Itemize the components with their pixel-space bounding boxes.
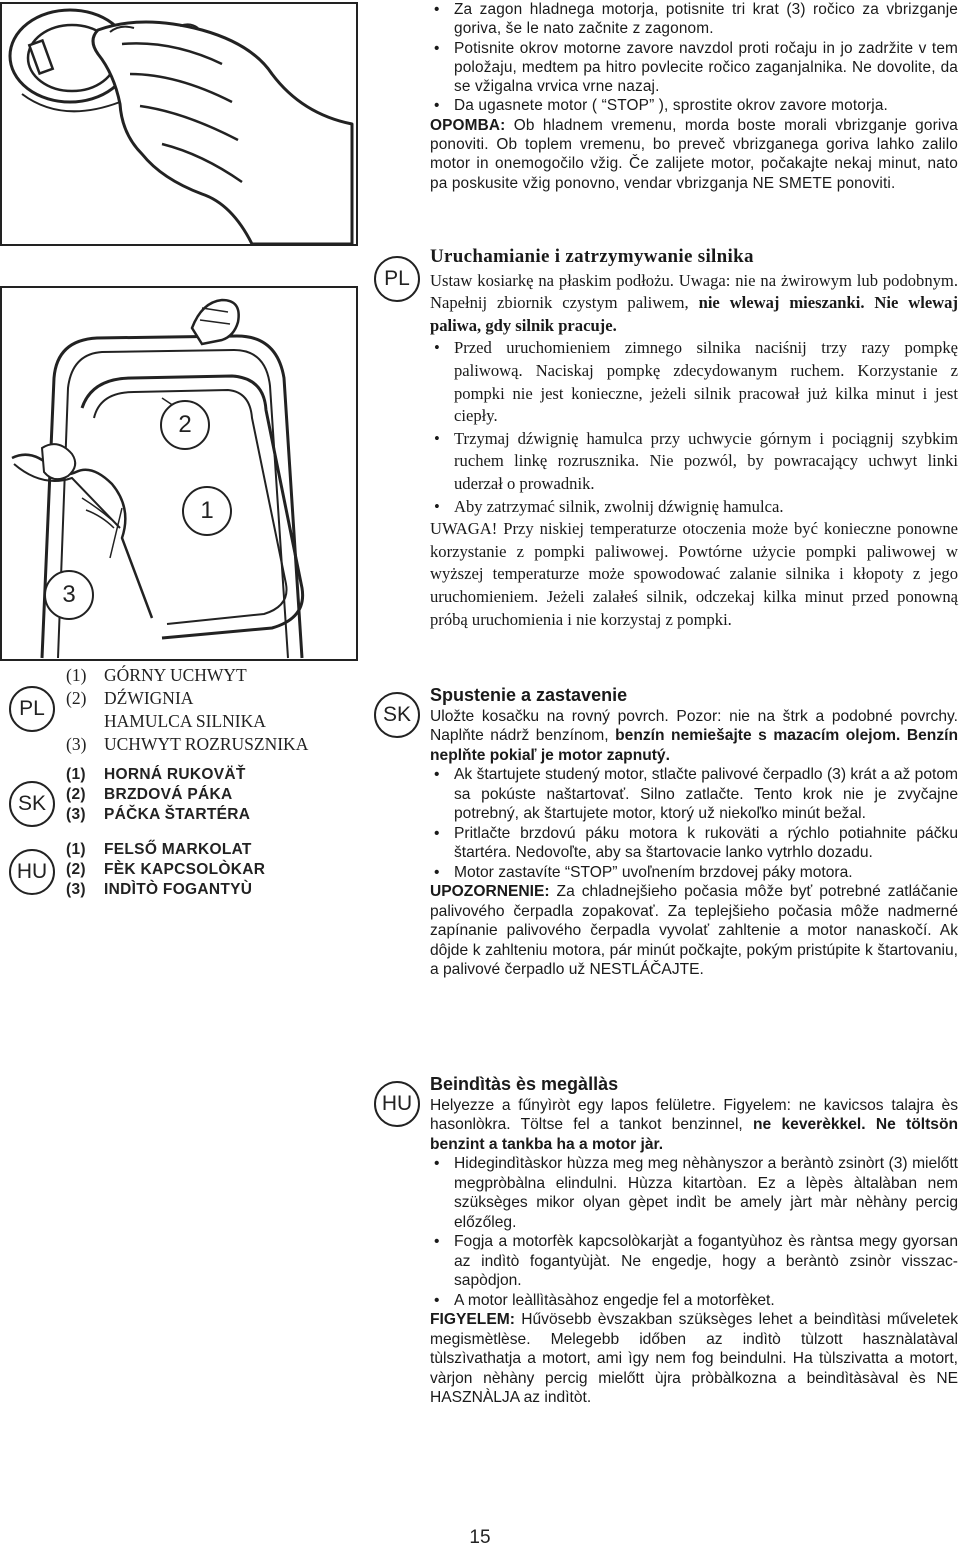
legend-hu-row xyxy=(66,860,366,880)
pl-intro-bold: nie wlewaj mieszanki. Nie wlewaj paliwa, gdy silnik pracuje. xyxy=(430,293,958,335)
sk-intro-bold: benzín nemiešajte s mazacím olejom. Benzín neplňte pokiaľ je motor zapnutý. xyxy=(430,727,958,764)
legend-badge-sk-label: SK xyxy=(17,792,46,815)
legend-text: UCHWYT ROZRUSZNIKA xyxy=(104,734,309,754)
list-item: • Przed uruchomieniem zimnego silnika naciśnij trzy razy pompkę paliwową. Naciskaj pompkę zdecydowanym ruchem. Korzystanie z pompki nie jest konieczne, jeżeli silnik pracował już kilka minut i jest ciepły. xyxy=(430,337,958,427)
list-item: • Hidegindìtàskor hùzza meg meg nèhànyszor a beràntò zsinòrt (3) mielőtt megpròbàlna elindulni. Hùzza kitartòan. Ez a lèpès àltalàban nem szüksèges mikor olyan gèpet indìt be amely jàrt màr nèhàny percig előzőleg. xyxy=(430,1154,958,1232)
legend-num: (3) xyxy=(66,806,86,823)
sl-note-text: Ob hladnem vremenu, morda boste morali vbrizganje goriva ponoviti. Ob toplem vremenu, bo preveč vbrizganega goriva lahko zalilo motor in onemogočilo vžig. Če zalijete motor, počakajte nekaj minut, nato pa poskusite vžig ponovno, vendar vbrizganja NE SMETE ponoviti. xyxy=(430,116,958,192)
pl-title: Uruchamianie i zatrzymywanie silnika xyxy=(430,246,754,267)
legend-pl xyxy=(66,664,366,756)
legend-badge-sk xyxy=(9,781,55,827)
pl-intro-text: Ustaw kosiarkę na płaskim podłożu. Uwaga: nie na żwirowym lub podobnym. Napełnij zbiornik czystym paliwem, xyxy=(430,270,958,313)
callout-2-label: 2 xyxy=(178,411,192,438)
legend-pl-row xyxy=(66,687,366,710)
list-item: • Fogja a motorfèk kapcsolòkarjàt a fogantyùhoz ès ràntsa megy gyorsan az indìtò fogantyùjàt. Ne engedje, hogy a beràntò zsinòr visszac-sapòdjon. xyxy=(430,1232,958,1291)
handle-illustration-frame xyxy=(0,286,358,661)
sl-note xyxy=(430,116,958,193)
primer-press-illustration xyxy=(2,4,356,244)
primer-illustration-frame xyxy=(0,2,358,246)
sk-warning xyxy=(430,882,958,980)
legend-num: (1) xyxy=(66,841,86,858)
legend-text: FÈK KAPCSOLÒKAR xyxy=(104,861,266,878)
sk-title: Spustenie a zastavenie xyxy=(430,685,628,705)
list-item: • Motor zastavíte “STOP” uvoľnením brzdovej páky motora. xyxy=(430,863,958,883)
callout-3 xyxy=(44,570,94,620)
hu-title: Beindìtàs ès megàllàs xyxy=(430,1074,619,1094)
list-item: • Pritlačte brzdovú páku motora k rukoväti a rýchlo potiahnite páčku štartéra. Nedovoľte, aby sa štartovacie lanko vytrhlo dozadu. xyxy=(430,824,958,863)
legend-sk-row xyxy=(66,805,366,825)
legend-num xyxy=(66,710,104,733)
legend-num: (2) xyxy=(66,786,86,803)
sl-note-label: OPOMBA: xyxy=(430,116,506,134)
legend-sk-row xyxy=(66,765,366,785)
callout-3-label: 3 xyxy=(62,581,76,608)
section-badge-pl-label: PL xyxy=(384,267,410,290)
section-badge-hu xyxy=(374,1081,420,1127)
legend-sk-row xyxy=(66,785,366,805)
legend-hu-row xyxy=(66,880,366,900)
list-item: • Potisnite okrov motorne zavore navzdol proti ročaju in jo zadržite v tem položaju, medtem pa hitro povlecite ročico zaganjalnika. Ne dovolite, da se vžigalna vrvica vrne nazaj. xyxy=(430,39,958,97)
section-badge-sk xyxy=(374,692,420,738)
pl-bullet-list xyxy=(430,337,958,518)
legend-badge-pl xyxy=(9,686,55,732)
sk-bullet-list xyxy=(430,765,958,882)
legend-num: (2) xyxy=(66,861,86,878)
section-badge-sk-label: SK xyxy=(382,703,411,726)
legend-badge-pl-label: PL xyxy=(19,697,45,720)
legend-num: (3) xyxy=(66,881,86,898)
legend-num: (3) xyxy=(66,734,87,754)
legend-badge-hu-label: HU xyxy=(16,860,48,883)
section-hu xyxy=(430,1075,958,1408)
legend-text: HAMULCA SILNIKA xyxy=(104,711,266,731)
pl-warning xyxy=(430,518,958,631)
legend-text: DŹWIGNIA xyxy=(104,688,194,708)
legend-pl-row xyxy=(66,710,366,733)
list-item: • Trzymaj dźwignię hamulca przy uchwycie górnym i pociągnij szybkim ruchem linkę rozrusznika. Nie pozwól, by powracający uchwyt linki uderzał o prowadnik. xyxy=(430,428,958,496)
hu-intro-bold: ne keverèkkel. Ne töltsön benzint a tankba ha a motor jàr. xyxy=(430,1116,958,1153)
legend-sk xyxy=(66,765,366,825)
pl-intro xyxy=(430,270,958,338)
sk-warning-text: Za chladnejšieho počasia môže byť potrebné zatláčanie palivového čerpadla zopakovať. Za teplejšieho počasia môže nadmerné zapínanie palivového čerpadla vyvolať zahltenie a motor nanaskočí. Ak dôjde k zahlteniu motora, pár minút počkajte, pokým pristúpite k štartovaniu, a palivové čerpadlo už NESTLÁČAJTE. xyxy=(430,883,958,978)
hu-intro-text: Helyezze a fűnyìròt egy lapos felületre. Figyelem: ne kavicsos talajra ès hasonlòkra. Töltse fel a tankot benzinnel, xyxy=(430,1096,958,1133)
legend-text: BRZDOVÁ PÁKA xyxy=(104,786,233,803)
sk-warning-label: UPOZORNENIE: xyxy=(430,883,550,900)
list-item: • Za zagon hladnega motorja, potisnite tri krat (3) ročico za vbrizganje goriva, še le nato začnite z zagonom. xyxy=(430,0,958,39)
section-badge-hu-label: HU xyxy=(381,1092,413,1115)
hu-warning-text: Hűvösebb èvszakban szüksèges lehet a beindìtàsi műveletek megismètlèse. Melegebb időben az indìtò tùlzott hasznàlatàval tùlszìvathatja a motort, ami ìgy nem fog beindulni. Ha tùlszivatta a motort, vàrjon nèhàny percig mielőtt ùjra pròbàlkozna a beindìtàsàval ès NE HASZNÀLJA az indìtòt. xyxy=(430,1311,958,1406)
hu-bullet-list xyxy=(430,1154,958,1310)
list-item: • Aby zatrzymać silnik, zwolnij dźwignię hamulca. xyxy=(430,496,958,519)
legend-text: FELSŐ MARKOLAT xyxy=(104,841,252,858)
page-number: 15 xyxy=(469,1527,491,1548)
section-sl xyxy=(430,0,958,193)
sk-intro-text: Uložte kosačku na rovný povrch. Pozor: nie na štrk a podobné povrchy. Naplňte nádrž benzínom, xyxy=(430,707,958,744)
hu-warning-label: FIGYELEM: xyxy=(430,1311,515,1328)
legend-num: (1) xyxy=(66,766,86,783)
callout-1 xyxy=(182,486,232,536)
hu-intro xyxy=(430,1096,958,1155)
legend-num: (1) xyxy=(66,665,87,685)
legend-hu xyxy=(66,840,366,900)
list-item: • Da ugasnete motor ( “STOP” ), sprostite okrov zavore motorja. xyxy=(430,96,958,115)
sk-intro xyxy=(430,707,958,766)
section-pl xyxy=(430,246,958,631)
section-badge-pl xyxy=(374,256,420,302)
legend-text: GÓRNY UCHWYT xyxy=(104,665,247,685)
legend-hu-row xyxy=(66,840,366,860)
callout-1-label: 1 xyxy=(200,497,214,524)
legend-pl-row xyxy=(66,664,366,687)
legend-badge-hu xyxy=(9,849,55,895)
section-sk xyxy=(430,686,958,980)
callout-2 xyxy=(160,400,210,450)
sl-bullet-list xyxy=(430,0,958,116)
legend-text: INDÌTÒ FOGANTYÙ xyxy=(104,881,253,898)
hu-warning xyxy=(430,1310,958,1408)
list-item: • Ak štartujete studený motor, stlačte palivové čerpadlo (3) krát a až potom sa pokúste naštartovať. Silno zatlačte. Tento krok nie je zvyčajne potrebný, ak štartujete motor, ktorý už niekoľko minút bežal. xyxy=(430,765,958,824)
legend-pl-row xyxy=(66,733,366,756)
legend-num: (2) xyxy=(66,688,87,708)
pl-warning-label: UWAGA! xyxy=(430,519,498,539)
pl-warning-text: Przy niskiej temperaturze otoczenia może być konieczne ponowne korzystanie z pompki paliwowej. Powtórne użycie pompki paliwowej w wyższej temperaturze może spowodować zalanie silnika i kłopoty z jego uruchomieniem. Jeżeli zalałeś silnik, odczekaj kilka minut przed ponowną próbą uruchomienia i nie korzystaj z pompki. xyxy=(430,519,958,629)
list-item: • A motor leàllìtàsàhoz engedje fel a motorfèket. xyxy=(430,1291,958,1311)
legend-text: PÁČKA ŠTARTÉRA xyxy=(104,806,251,823)
legend-text: HORNÁ RUKOVÄŤ xyxy=(104,766,246,783)
